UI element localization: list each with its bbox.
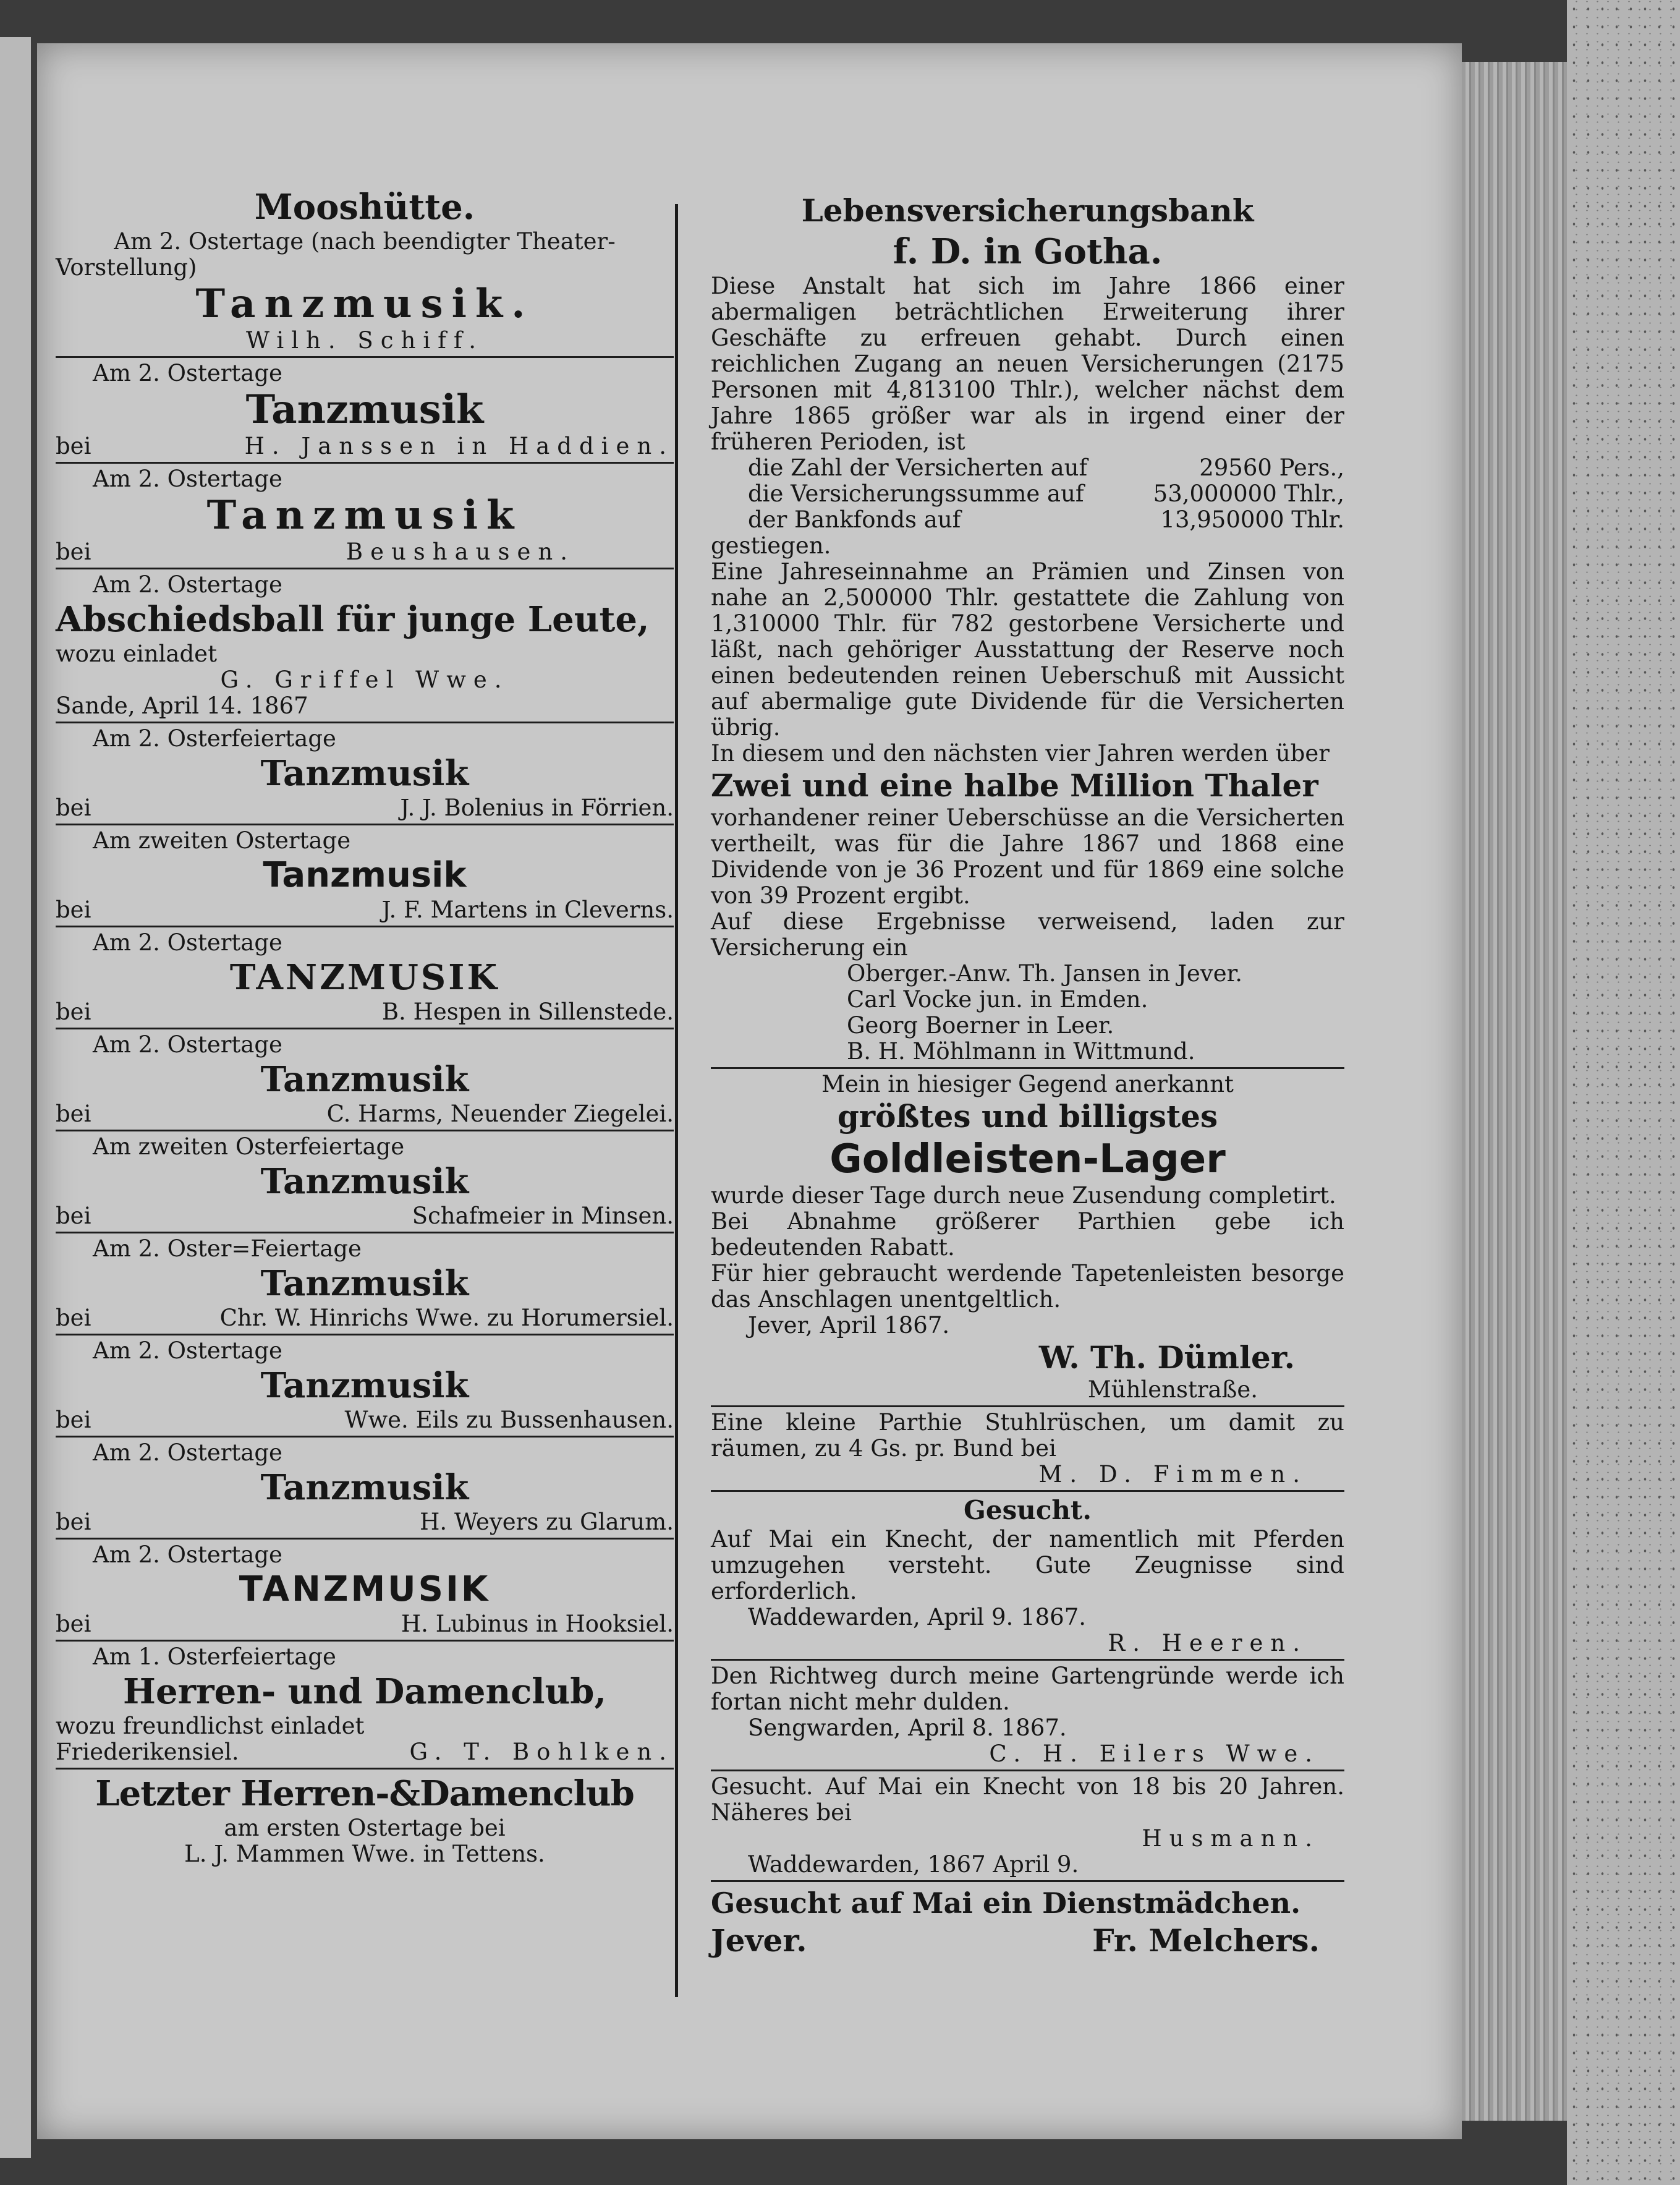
ad-tanzmusik	[56, 1338, 674, 1438]
ad-subtitle: größtes und billigstes	[837, 1098, 1218, 1135]
stat-label: die Zahl der Versicherten auf	[748, 454, 1088, 481]
divider	[711, 1067, 1344, 1069]
divider	[56, 1640, 674, 1642]
ad-tanzmusik	[56, 726, 674, 825]
ad-headline: Tanzmusik	[260, 753, 469, 794]
stat-row	[711, 507, 1344, 533]
ad-date-line: Am 2. Ostertage	[93, 1541, 282, 1568]
ad-paragraph: Eine kleine Parthie Stuhlrüschen, um damit zu räumen, zu 4 Gs. pr. Bund bei	[711, 1409, 1344, 1462]
ad-date-line: Am 1. Osterfeiertage	[93, 1643, 336, 1670]
ad-letzter-damenclub	[56, 1772, 674, 1867]
ad-signature: Wwe. Eils zu Bussenhausen.	[344, 1407, 674, 1433]
ad-date-line: Am zweiten Ostertage	[93, 827, 351, 854]
ad-signature: H. Lubinus in Hooksiel.	[401, 1611, 674, 1637]
divider	[56, 824, 674, 825]
divider	[56, 926, 674, 927]
bei-label: bei	[56, 999, 91, 1025]
ad-date: Waddewarden, 1867 April 9.	[748, 1851, 1079, 1878]
ad-signature: Beushausen.	[346, 539, 575, 565]
ad-line: gestiegen.	[711, 532, 831, 559]
ad-date-line: Am 2. Ostertage	[93, 1439, 282, 1466]
divider	[56, 1768, 674, 1770]
ad-line: Mein in hiesiger Gegend anerkannt	[821, 1071, 1234, 1097]
ad-date-line: Am 2. Ostertage	[93, 929, 282, 956]
ad-headline: TANZMUSIK	[229, 957, 500, 998]
divider	[56, 1130, 674, 1131]
right-column	[711, 192, 1344, 1960]
divider	[56, 722, 674, 723]
ad-signature: H. Weyers zu Glarum.	[420, 1509, 674, 1535]
ad-headline: Tanzmusik	[260, 1161, 469, 1202]
ad-subtitle: f. D. in Gotha.	[893, 231, 1163, 272]
bei-label: bei	[56, 433, 91, 459]
ad-headline: Tanzmusik	[260, 1263, 469, 1304]
ad-date-line: Am 2. Ostertage	[93, 571, 282, 598]
ad-street: Mühlenstraße.	[1087, 1376, 1258, 1403]
ad-line: wozu einladet	[56, 641, 217, 667]
agent: Carl Vocke jun. in Emden.	[847, 986, 1148, 1013]
ad-date-line: Am 2. Osterfeiertage	[93, 725, 336, 752]
bei-label: bei	[56, 1407, 91, 1433]
ad-signature: J. J. Bolenius in Förrien.	[400, 794, 674, 821]
agent: Georg Boerner in Leer.	[847, 1012, 1114, 1039]
bei-label: bei	[56, 1509, 91, 1535]
ad-paragraph: Diese Anstalt hat sich im Jahre 1866 einer abermaligen beträchtlichen Erweiterung ihrer Geschäfte zu erfreuen gehabt. Durch einen reichlichen Zugang an neuen Versicherungen (2175 Personen mit 4,813100 Thlr.), welcher nächst dem Jahre 1865 größer war als in irgend einer der früheren Perioden, ist	[711, 273, 1344, 455]
column-divider	[675, 204, 678, 1997]
ad-tanzmusik	[56, 1440, 674, 1540]
stat-row	[711, 481, 1344, 507]
bei-label: bei	[56, 794, 91, 821]
divider	[56, 1232, 674, 1233]
left-column	[56, 185, 674, 1867]
stat-row	[711, 455, 1344, 481]
bei-label: bei	[56, 1611, 91, 1637]
ad-paragraph: In diesem und den nächsten vier Jahren werden über	[711, 740, 1330, 767]
ad-paragraph: Den Richtweg durch meine Gartengründe werde ich fortan nicht mehr dulden.	[711, 1663, 1344, 1715]
divider	[711, 1880, 1344, 1882]
ad-signature: B. Hespen in Sillenstede.	[381, 999, 674, 1025]
ad-headline: Tanzmusik	[206, 492, 523, 539]
ad-signature: G. T. Bohlken.	[409, 1739, 674, 1765]
ad-headline: Herren- und Damenclub,	[123, 1671, 606, 1712]
ad-stuhlrueschen	[711, 1410, 1344, 1492]
ad-signature: C. Harms, Neuender Ziegelei.	[326, 1101, 674, 1127]
divider	[711, 1659, 1344, 1661]
ad-paragraph: Auf Mai ein Knecht, der namentlich mit Pferden umzugehen versteht. Gute Zeugnisse sind erforderlich.	[711, 1526, 1344, 1604]
divider	[56, 568, 674, 569]
ad-date-line: Am 2. Ostertage	[93, 1031, 282, 1058]
ad-signature: W. Th. Dümler.	[1038, 1339, 1295, 1376]
ad-lebensversicherungsbank	[711, 192, 1344, 1069]
ad-date-line: Am 2. Ostertage	[93, 360, 282, 386]
ad-title: Mooshütte.	[254, 187, 475, 228]
stat-value: 13,950000 Thlr.	[1160, 506, 1344, 533]
ad-gesucht-knecht-2	[711, 1774, 1344, 1882]
ad-paragraph: vorhandener reiner Ueberschüsse an die Versicherten vertheilt, was für die Jahre 1867 und 1868 eine Dividende von je 36 Prozent und für 1869 eine solche von 39 Prozent ergibt.	[711, 804, 1344, 909]
ad-richtweg	[711, 1663, 1344, 1771]
agent: B. H. Möhlmann in Wittmund.	[847, 1038, 1195, 1065]
ad-paragraph: wurde dieser Tage durch neue Zusendung completirt.	[711, 1182, 1336, 1209]
ad-tanzmusik	[56, 1236, 674, 1335]
ad-place: Jever.	[711, 1922, 807, 1959]
divider	[711, 1770, 1344, 1771]
ad-tanzmusik	[56, 360, 674, 464]
divider	[56, 462, 674, 464]
divider	[711, 1490, 1344, 1492]
ad-signature: H. Janssen in Haddien.	[244, 433, 674, 459]
ad-headline: Tanzmusik	[260, 1059, 469, 1100]
ad-place: Friederikensiel.	[56, 1739, 239, 1765]
ad-paragraph: Bei Abnahme größerer Parthien gebe ich bedeutenden Rabatt.	[711, 1208, 1344, 1261]
ad-gesucht-knecht	[711, 1494, 1344, 1661]
bei-label: bei	[56, 1101, 91, 1127]
ad-tanzmusik	[56, 1542, 674, 1642]
ad-signature: Fr. Melchers.	[1092, 1922, 1320, 1959]
ad-line: Am 2. Ostertage (nach beendigter Theater-	[114, 228, 616, 255]
ad-tanzmusik	[56, 1032, 674, 1131]
ad-date: Waddewarden, April 9. 1867.	[748, 1604, 1086, 1630]
ad-title: Lebensversicherungsbank	[801, 192, 1254, 229]
ad-title: Gesucht.	[964, 1495, 1092, 1525]
agent: Oberger.-Anw. Th. Jansen in Jever.	[847, 960, 1242, 987]
ad-signature: Chr. W. Hinrichs Wwe. zu Horumersiel.	[219, 1305, 674, 1331]
divider	[56, 356, 674, 358]
ad-signature: G. Griffel Wwe.	[220, 667, 509, 693]
ad-line: wozu freundlichst einladet	[56, 1713, 365, 1739]
bei-label: bei	[56, 897, 91, 923]
stat-label: der Bankfonds auf	[748, 506, 961, 533]
ad-headline: Tanzmusik	[260, 1467, 469, 1508]
ad-headline: Letzter Herren-&Damenclub	[95, 1773, 634, 1814]
stat-label: die Versicherungssumme auf	[748, 480, 1084, 507]
ad-signature: Husmann.	[1142, 1825, 1320, 1852]
ad-paragraph: Auf diese Ergebnisse verweisend, laden zur Versicherung ein	[711, 908, 1344, 961]
ad-headline: Tanzmusik.	[195, 281, 534, 327]
ad-headline: Tanzmusik	[245, 386, 484, 433]
ad-signature: R. Heeren.	[1108, 1630, 1307, 1656]
bei-label: bei	[56, 1305, 91, 1331]
ad-date-line: Am 2. Ostertage	[93, 466, 282, 492]
ad-damenclub	[56, 1644, 674, 1770]
bei-label: bei	[56, 1203, 91, 1229]
ad-date-line: Am zweiten Osterfeiertage	[93, 1133, 405, 1160]
ad-headline: Tanzmusik	[260, 1365, 469, 1406]
ad-date: Jever, April 1867.	[748, 1312, 950, 1339]
ad-line: Vorstellung)	[56, 254, 197, 281]
ad-headline: Gesucht auf Mai ein Dienstmädchen.	[711, 1886, 1301, 1920]
ad-tanzmusik	[56, 930, 674, 1029]
ad-headline: Abschiedsball für junge Leute,	[56, 599, 650, 640]
ad-tanzmusik	[56, 828, 674, 927]
ad-paragraph: Gesucht. Auf Mai ein Knecht von 18 bis 20 Jahren. Näheres bei	[711, 1773, 1344, 1826]
stat-value: 53,000000 Thlr.,	[1153, 480, 1344, 507]
ad-mooshuette	[56, 185, 674, 358]
ad-headline: TANZMUSIK	[239, 1569, 491, 1609]
divider	[711, 1405, 1344, 1407]
ad-paragraph: Für hier gebraucht werdende Tapetenleisten besorge das Anschlagen unentgeltlich.	[711, 1260, 1344, 1313]
ad-signature: C. H. Eilers Wwe.	[989, 1740, 1320, 1767]
divider	[56, 1334, 674, 1335]
ad-tanzmusik	[56, 466, 674, 569]
ad-tanzmusik	[56, 1134, 674, 1233]
ad-headline: Tanzmusik	[263, 855, 467, 895]
bei-label: bei	[56, 539, 91, 565]
divider	[56, 1538, 674, 1540]
ad-goldleisten	[711, 1071, 1344, 1407]
ad-signature: J. F. Martens in Cleverns.	[381, 897, 674, 923]
ad-headline: Goldleisten-Lager	[829, 1136, 1226, 1182]
book-edge	[1567, 0, 1680, 2185]
ad-date: Sengwarden, April 8. 1867.	[748, 1714, 1067, 1741]
ad-signature: Schafmeier in Minsen.	[412, 1203, 674, 1229]
ad-signature: M. D. Fimmen.	[1038, 1461, 1307, 1488]
divider	[56, 1028, 674, 1029]
ad-signature: L. J. Mammen Wwe. in Tettens.	[184, 1841, 545, 1867]
ad-headline: Zwei und eine halbe Million Thaler	[711, 767, 1318, 804]
page-edges	[1462, 62, 1567, 2121]
ad-dienstmaedchen	[711, 1885, 1344, 1960]
previous-page-sliver	[0, 37, 31, 2158]
ad-date: Sande, April 14. 1867	[56, 692, 308, 719]
ad-paragraph: Eine Jahreseinnahme an Prämien und Zinsen von nahe an 2,500000 Thlr. gestattete die Zahlung von 1,310000 Thlr. für 782 gestorbene Versicherte und läßt, nach gehöriger Ausstattung der Reserve noch einen bedeutenden reinen Ueberschuß mit Aussicht auf abermalige gute Dividende für die Versicherten übrig.	[711, 558, 1344, 741]
ad-date-line: Am 2. Ostertage	[93, 1337, 282, 1364]
ad-abschiedsball	[56, 572, 674, 723]
ad-line: am ersten Ostertage bei	[224, 1815, 506, 1841]
divider	[56, 1436, 674, 1438]
stat-value: 29560 Pers.,	[1199, 454, 1344, 481]
ad-date-line: Am 2. Oster=Feiertage	[93, 1235, 362, 1262]
ad-signature: Wilh. Schiff.	[246, 327, 483, 354]
